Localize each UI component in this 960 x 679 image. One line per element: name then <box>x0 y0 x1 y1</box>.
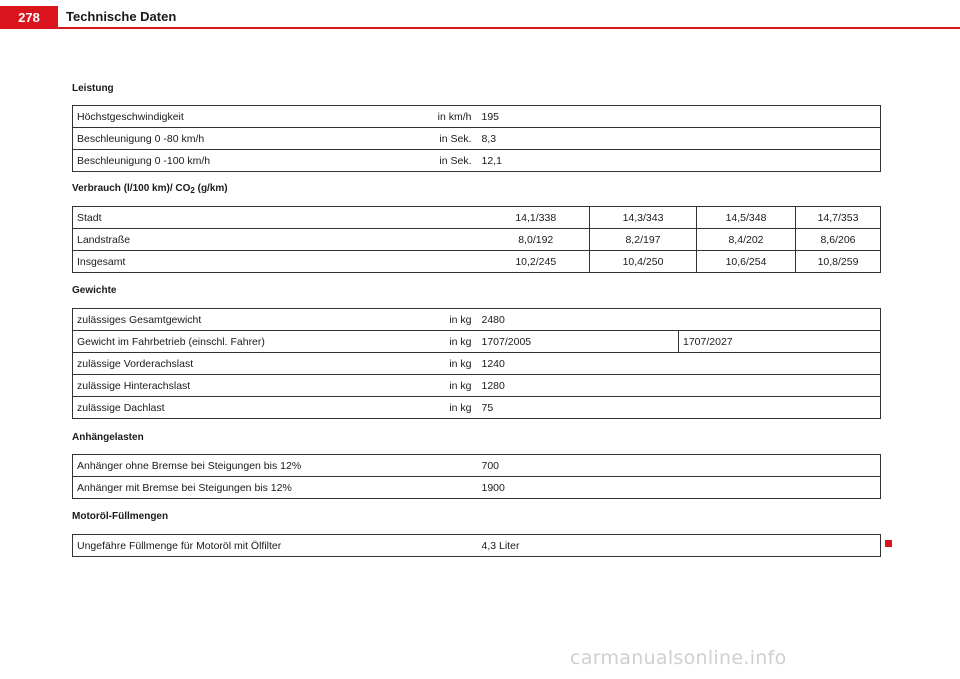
table-row <box>73 375 881 397</box>
row-label: zulässiges Gesamtgewicht <box>77 313 202 326</box>
table-row <box>73 455 881 477</box>
table-row <box>73 353 881 375</box>
row-value: 2480 <box>478 309 881 331</box>
row-unit: in Sek. <box>439 132 472 145</box>
table-verbrauch <box>72 206 881 273</box>
table-row <box>73 535 881 557</box>
row-label: Ungefähre Füllmenge für Motoröl mit Ölfilter <box>73 535 478 557</box>
row-value: 1240 <box>478 353 881 375</box>
row-unit: in Sek. <box>439 154 472 167</box>
table-leistung <box>72 105 881 172</box>
row-label: Stadt <box>73 207 483 229</box>
row-label: Höchstgeschwindigkeit <box>77 110 184 123</box>
row-value: 14,5/348 <box>697 207 796 229</box>
section-title-gewichte: Gewichte <box>72 285 117 296</box>
section-end-marker <box>885 540 892 547</box>
row-unit: in kg <box>449 401 472 414</box>
row-label: Gewicht im Fahrbetrieb (einschl. Fahrer) <box>77 335 265 348</box>
row-value: 8,4/202 <box>697 229 796 251</box>
row-value: 10,2/245 <box>483 251 590 273</box>
table-motoroel <box>72 534 881 557</box>
row-unit: in km/h <box>437 110 472 123</box>
section-title-leistung: Leistung <box>72 83 114 94</box>
row-value: 12,1 <box>478 150 881 172</box>
table-anhaengelasten <box>72 454 881 499</box>
page-header <box>0 0 960 30</box>
row-value: 195 <box>478 106 881 128</box>
table-row <box>73 229 881 251</box>
row-unit: in kg <box>449 379 472 392</box>
row-value: 8,3 <box>478 128 881 150</box>
section-title-anhaengelasten: Anhängelasten <box>72 432 144 443</box>
row-value: 75 <box>478 397 881 419</box>
row-value: 8,6/206 <box>796 229 881 251</box>
table-row <box>73 128 881 150</box>
row-label: Beschleunigung 0 -80 km/h <box>77 132 205 145</box>
row-unit: in kg <box>449 313 472 326</box>
row-value: 700 <box>478 455 881 477</box>
row-value: 10,6/254 <box>697 251 796 273</box>
row-value: 14,3/343 <box>590 207 697 229</box>
row-value-2: 1707/2027 <box>679 331 881 353</box>
page-number: 278 <box>0 6 58 28</box>
table-row <box>73 150 881 172</box>
table-row <box>73 331 881 353</box>
section-title-verbrauch: Verbrauch (l/100 km)/ $CO_2$ (g/km) <box>72 183 228 195</box>
row-label: Anhänger mit Bremse bei Steigungen bis 12% <box>73 477 478 499</box>
row-value: 1900 <box>478 477 881 499</box>
table-row <box>73 106 881 128</box>
section-title-motoroel: Motoröl-Füllmengen <box>72 511 169 522</box>
row-value: 4,3 Liter <box>478 535 881 557</box>
table-row <box>73 251 881 273</box>
row-value: 10,8/259 <box>796 251 881 273</box>
row-label: Beschleunigung 0 -100 km/h <box>77 154 211 167</box>
row-label: Insgesamt <box>73 251 483 273</box>
header-rule <box>0 27 960 29</box>
table-row <box>73 477 881 499</box>
row-value: 8,2/197 <box>590 229 697 251</box>
table-row <box>73 309 881 331</box>
row-value: 14,1/338 <box>483 207 590 229</box>
row-value: 10,4/250 <box>590 251 697 273</box>
row-label: Landstraße <box>73 229 483 251</box>
page-title: Technische Daten <box>66 9 177 24</box>
row-value: 8,0/192 <box>483 229 590 251</box>
row-value: 1707/2005 <box>478 331 679 353</box>
table-row <box>73 397 881 419</box>
row-value: 1280 <box>478 375 881 397</box>
row-label: zulässige Hinterachslast <box>77 379 191 392</box>
table-row <box>73 207 881 229</box>
row-label: zulässige Dachlast <box>77 401 165 414</box>
row-value: 14,7/353 <box>796 207 881 229</box>
watermark: carmanualsonline.info <box>570 647 787 669</box>
table-gewichte <box>72 308 881 419</box>
row-label: zulässige Vorderachslast <box>77 357 194 370</box>
row-label: Anhänger ohne Bremse bei Steigungen bis 12% <box>73 455 478 477</box>
row-unit: in kg <box>449 335 472 348</box>
row-unit: in kg <box>449 357 472 370</box>
